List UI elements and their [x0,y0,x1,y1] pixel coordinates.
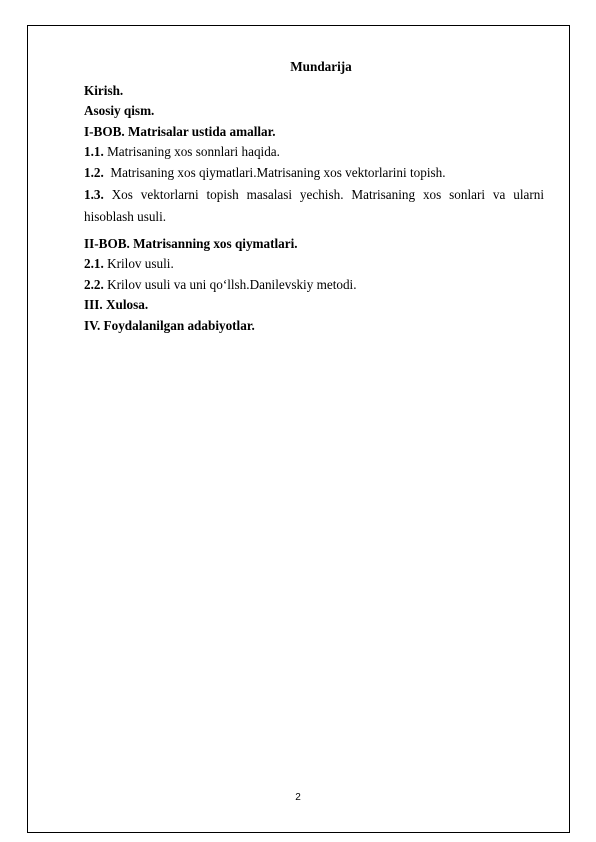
toc-entry-text: Matrisaning xos qiymatlari.Matrisaning xos vektorlarini topish. [110,164,446,180]
toc-entry-number: 1.1. [84,144,104,160]
toc-entry-introduction: Kirish. [84,82,124,98]
toc-entry-number: 1.2. [84,164,104,180]
toc-entry-references: IV. Foydalanilgan adabiyotlar. [84,317,255,333]
toc-entry-1-1 [84,142,544,163]
toc-entry-text: Matrisaning xos sonnlari haqida. [107,144,280,160]
toc-entry-chapter-1: I-BOB. Matrisalar ustida amallar. [84,123,276,139]
toc-entry-number: 1.3. [84,186,104,202]
toc-entry-2-1 [84,254,544,275]
toc-entry-1-3 [84,184,544,228]
toc-entry-main-part: Asosiy qism. [84,103,155,119]
table-of-contents [84,57,544,337]
toc-entry-1-2 [84,163,544,184]
toc-entry-number: 2.2. [84,276,104,292]
toc-entry-conclusion: III. Xulosa. [84,297,149,313]
toc-entry-2-2 [84,275,544,296]
page-number: 2 [295,792,301,803]
toc-entry-text: Krilov usuli va uni qo‘llsh.Danilevskiy metodi. [107,276,357,292]
toc-entry-number: 2.1. [84,256,104,272]
toc-title: Mundarija [290,59,352,74]
toc-entry-text: Xos vektorlarni topish masalasi yechish. Matrisaning xos sonlari va ularni hisoblash usuli. [84,186,545,224]
toc-entry-text: Krilov usuli. [107,256,174,272]
toc-entry-chapter-2: II-BOB. Matrisanning xos qiymatlari. [84,235,298,251]
